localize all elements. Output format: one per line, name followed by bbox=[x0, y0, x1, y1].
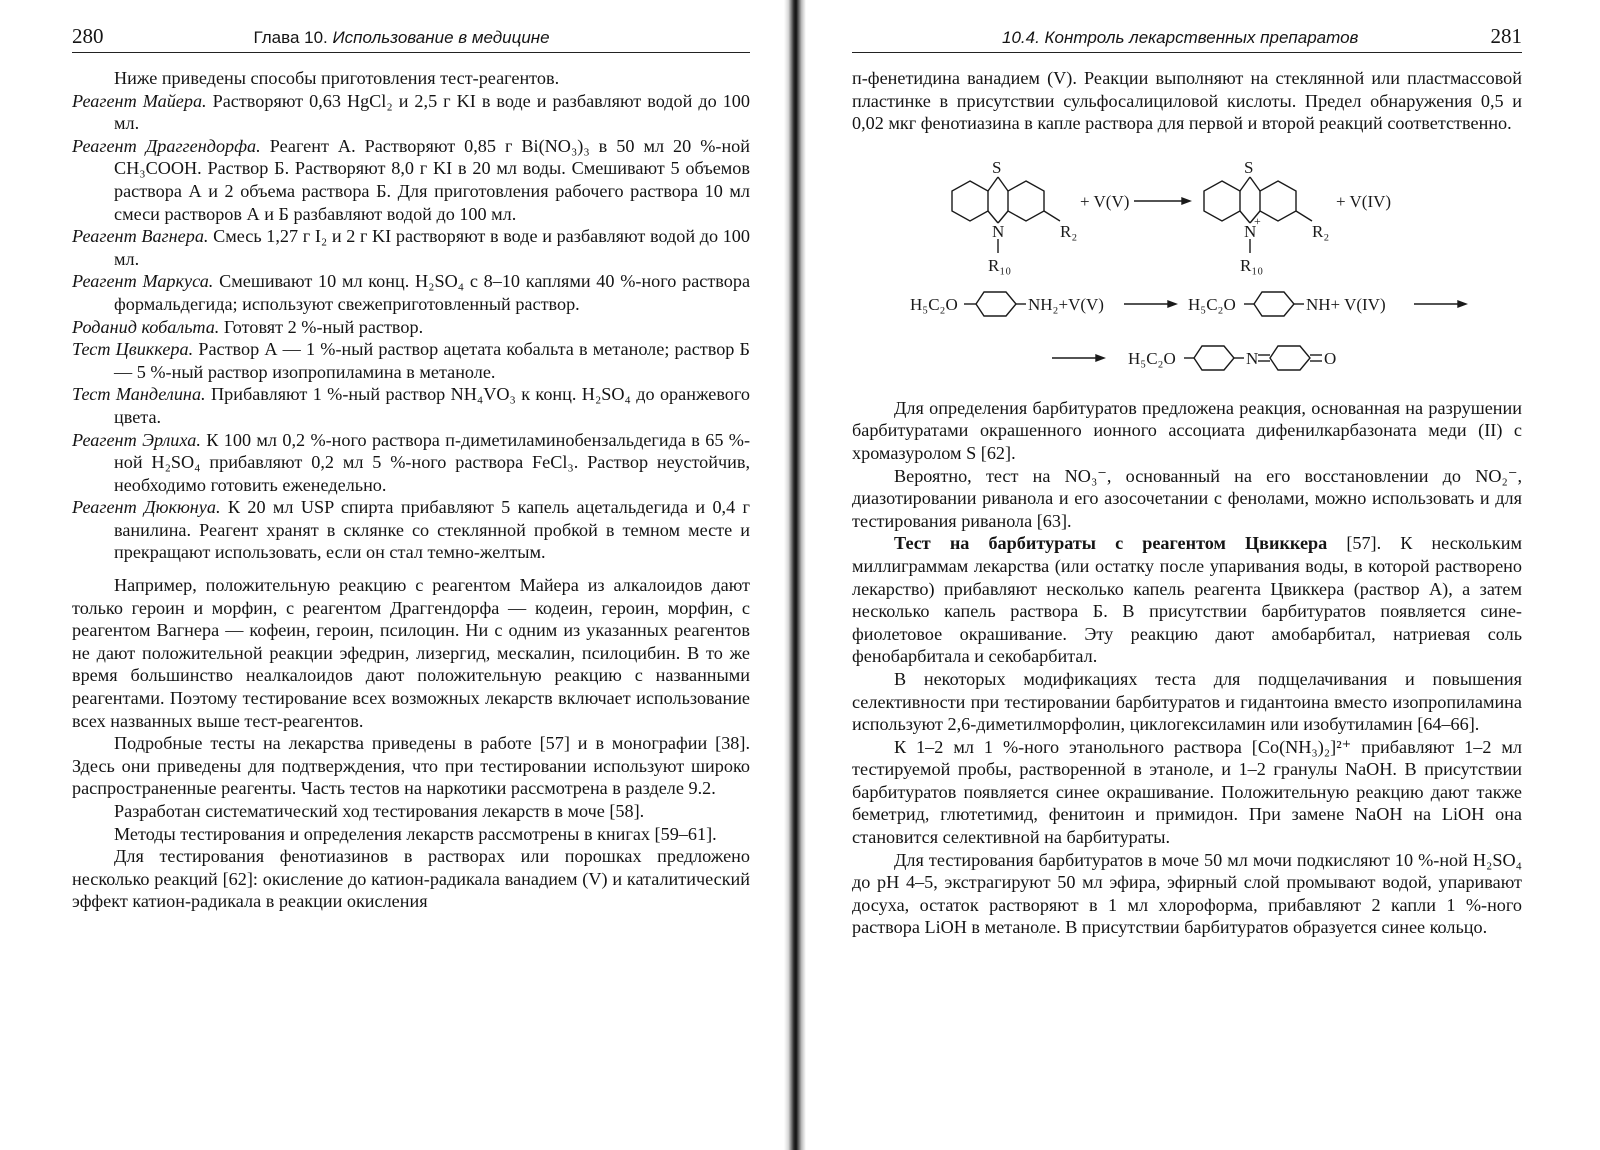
chapter-label: Глава 10. bbox=[253, 28, 328, 47]
nitrate-paragraph: Вероятно, тест на NO₃⁻, основанный на его восстановлении до NO₂⁻, диазотировании риванола и его азосочетании с фенолами, можно использовать и для тестирования риванола [63]. bbox=[852, 465, 1522, 531]
amine-plus-vanadium: NH₂+V(V) bbox=[1028, 294, 1104, 314]
urine-paragraph: Для тестирования барбитуратов в моче 50 мл мочи подкисляют 10 %-ной H₂SO₄ до pH 4–5, экстрагируют 50 мл эфира, эфирный слой промывают водой, упаривают досуха, остаток растворяют в 1 мл хлороформа, прибавляют 2 капли 1 %-ного раствора LiOH в метаноле. В присутствии барбитуратов образуется синее кольцо. bbox=[852, 849, 1522, 938]
reagent-name: Реагент Маркуса. bbox=[72, 271, 214, 292]
reaction-scheme bbox=[852, 143, 1522, 383]
reagent-item bbox=[72, 383, 750, 428]
body-paragraph: Для тестирования фенотиазинов в растворах или порошках предложено несколько реакций [62]: окисление до катион-радикала ванадием (V) и каталитический эффект катион-радикала в реакции окисления bbox=[72, 846, 750, 912]
page-number-right: 281 bbox=[1490, 24, 1522, 48]
reagent-list bbox=[72, 90, 750, 564]
body-paragraph: Разработан систематический ход тестирования лекарств в моче [58]. bbox=[114, 801, 645, 821]
ethoxy-group-3: H₅C₂O bbox=[1128, 348, 1176, 368]
r10-substituent-1: R₁₀ bbox=[988, 255, 1012, 275]
reagent-name: Реагент Майера. bbox=[72, 90, 207, 111]
reagent-item bbox=[72, 496, 750, 564]
intro-paragraph: Ниже приведены способы приготовления тест-реагентов. bbox=[114, 68, 560, 88]
r2-substituent-2: R₂ bbox=[1312, 221, 1330, 241]
reagent-name: Тест Цвиккера. bbox=[72, 339, 194, 360]
zwicker-paragraph bbox=[852, 532, 1522, 668]
reagent-text: Растворяют 0,63 HgCl₂ и 2,5 г KI в воде и разбавляют водой до 100 мл. bbox=[114, 90, 750, 134]
reagent-text: К 100 мл 0,2 %-ного раствора п-диметиламинобензальдегида в 65 %-ной H₂SO₄ прибавляют 0,2 мл 5 %-ного раствора FeCl₃. Раствор неустойчив, необходимо готовить еженедельно. bbox=[114, 429, 751, 495]
reagent-text: К 20 мл USP спирта прибавляют 5 капель ацетальдегида и 0,4 г ванилина. Реагент хранят в склянке со стеклянной пробкой в темном месте и прекращают использовать, если он стал темно-желтым. bbox=[114, 497, 750, 563]
reagent-name: Тест Манделина. bbox=[72, 384, 206, 405]
continued-paragraph: п-фенетидина ванадием (V). Реакции выполняют на стеклянной или пластмассовой пластинке в присутствии сульфосалициловой кислоты. Предел обнаружения 0,5 и 0,02 мкг фенотиазина в капле раствора для первой и второй реакций соответственно. bbox=[852, 68, 1522, 134]
left-page bbox=[0, 0, 790, 1150]
reagent-text: Реагент А. Растворяют 0,85 г Bi(NO₃)₃ в 50 мл 20 %-ной CH₃COOH. Раствор Б. Растворяют 8,0 г KI в 20 мл воды. Смешивают 5 объемов раствора А и 2 объема раствора Б. Для приготовления рабочего раствора 10 мл смеси растворов А и Б разбавляют водой до 100 мл. bbox=[114, 135, 750, 224]
ethoxy-group-1: H₅C₂O bbox=[910, 294, 958, 314]
barbiturate-paragraph: Для определения барбитуратов предложена реакция, основанная на разрушении барбитуратами окрашенного ионного ассоциата дифенилкарбазоната меди (II) с хромазуролом S [62]. bbox=[852, 397, 1522, 463]
reagent-item bbox=[72, 270, 750, 315]
reagent-name: Реагент Эрлиха. bbox=[72, 429, 201, 450]
r2-substituent-1: R₂ bbox=[1060, 221, 1078, 241]
left-paragraphs bbox=[72, 574, 750, 913]
reagent-item bbox=[72, 90, 750, 135]
reagent-item bbox=[72, 225, 750, 270]
left-page-header bbox=[72, 24, 750, 53]
reagent-item bbox=[72, 429, 750, 497]
right-page-header bbox=[852, 24, 1522, 53]
reagent-name: Реагент Вагнера. bbox=[72, 226, 209, 247]
reagent-name: Реагент Дюкюнуа. bbox=[72, 497, 221, 518]
modification-paragraph: В некоторых модификациях теста для подщелачивания и повышения селективности при тестировании барбитуратов и гидантоина вместо изопропиламина используют 2,6-диметилморфолин, циклогексиламин или изобутиламин [64–66]. bbox=[852, 668, 1522, 735]
imine-nitrogen: N bbox=[1246, 348, 1259, 368]
zwicker-text: [57]. К нескольким миллиграммам лекарства (или остатку после упаривания воды, в которой растворено лекарство) прибавляют несколько капель реагента Цвиккера (раствор А), а затем несколько капель раствора Б. В присутствии барбитуратов появляется сине-фиолетовое окрашивание. Эту реакцию дают амобарбитал, натриевая соль фенобарбитала и секобарбитал. bbox=[852, 533, 1522, 667]
nitrogen-atom-1: N bbox=[992, 221, 1005, 241]
sulfur-atom-2: S bbox=[1244, 157, 1254, 177]
right-page bbox=[808, 0, 1600, 1150]
reagent-text: Прибавляют 1 %-ный раствор NH₄VO₃ к конц. H₂SO₄ до оранжевого цвета. bbox=[114, 384, 751, 427]
section-title: 10.4. Контроль лекарственных препаратов bbox=[1002, 28, 1359, 47]
reagent-name: Реагент Драггендорфа. bbox=[72, 135, 261, 156]
reagent-text: Смешивают 10 мл конц. H₂SO₄ с 8–10 каплями 40 %-ного раствора формальдегида; используют свежеприготовленный раствор. bbox=[114, 271, 751, 314]
nitrogen-charge: + bbox=[1254, 213, 1261, 228]
reagent-text: Раствор А — 1 %-ный раствор ацетата кобальта в метаноле; раствор Б — 5 %-ный раствор изопропиламина в метаноле. bbox=[114, 339, 750, 382]
chapter-title: Использование в медицине bbox=[332, 28, 550, 47]
cobalt-paragraph: К 1–2 мл 1 %-ного этанольного раствора [Co(NH₃)₂]²⁺ прибавляют 1–2 мл тестируемой пробы, растворенной в этаноле, и 1–2 гранулы NaOH. В присутствии барбитуратов появляется синее окрашивание. Положительную реакцию дают также беметрид, глютетимид, фенитоин и примидон. При замене NaOH на LiOH она становится селективной на барбитураты. bbox=[852, 736, 1522, 848]
zwicker-title: Тест на барбитураты с реагентом Цвиккера bbox=[894, 533, 1328, 554]
nitrogen-atom-2: N bbox=[1244, 221, 1257, 241]
reagent-text: Смесь 1,27 г I₂ и 2 г KI растворяют в воде и разбавляют водой до 100 мл. bbox=[114, 226, 750, 269]
reaction-scheme-drawing bbox=[852, 143, 1522, 383]
ethoxy-group-2: H₅C₂O bbox=[1188, 294, 1236, 314]
reagent-item bbox=[72, 338, 750, 383]
r10-substituent-2: R₁₀ bbox=[1240, 255, 1264, 275]
reagent-item bbox=[72, 135, 750, 225]
reagent-name: Роданид кобальта. bbox=[72, 316, 220, 337]
reagent-item bbox=[72, 316, 750, 339]
body-paragraph: Подробные тесты на лекарства приведены в работе [57] и в монографии [38]. Здесь они приведены для подтверждения, что при тестировании используют широко распространенные реагенты. Часть тестов на наркотики рассмотрена в разделе 9.2. bbox=[72, 733, 750, 799]
quinone-oxygen: O bbox=[1324, 348, 1337, 368]
book-spine bbox=[784, 0, 806, 1150]
plus-vanadium-iv: + V(IV) bbox=[1336, 191, 1392, 211]
plus-vanadium-v: + V(V) bbox=[1080, 191, 1130, 211]
body-paragraph: Методы тестирования и определения лекарств рассмотрены в книгах [59–61]. bbox=[114, 823, 717, 844]
sulfur-atom-1: S bbox=[992, 157, 1002, 177]
body-paragraph: Например, положительную реакцию с реагентом Майера из алкалоидов дают только героин и морфин, с реагентом Драггендорфа — кодеин, героин, морфин, с реагентом Вагнера — кофеин, героин, псилоцин. Ни с одним из указанных реагентов не дают положительной реакции эфедрин, лизергид, мескалин, псилоцибин. В то же время большинство неалкалоидов дают положительную реакцию с названными реагентами. Поэтому тестирование всех возможных лекарств включает использование всех названных выше тест-реагентов. bbox=[72, 575, 750, 731]
page-number-left: 280 bbox=[72, 24, 104, 48]
radical-plus-vanadium: NH+ V(IV) bbox=[1306, 294, 1386, 314]
reagent-text: Готовят 2 %-ный раствор. bbox=[223, 316, 424, 337]
